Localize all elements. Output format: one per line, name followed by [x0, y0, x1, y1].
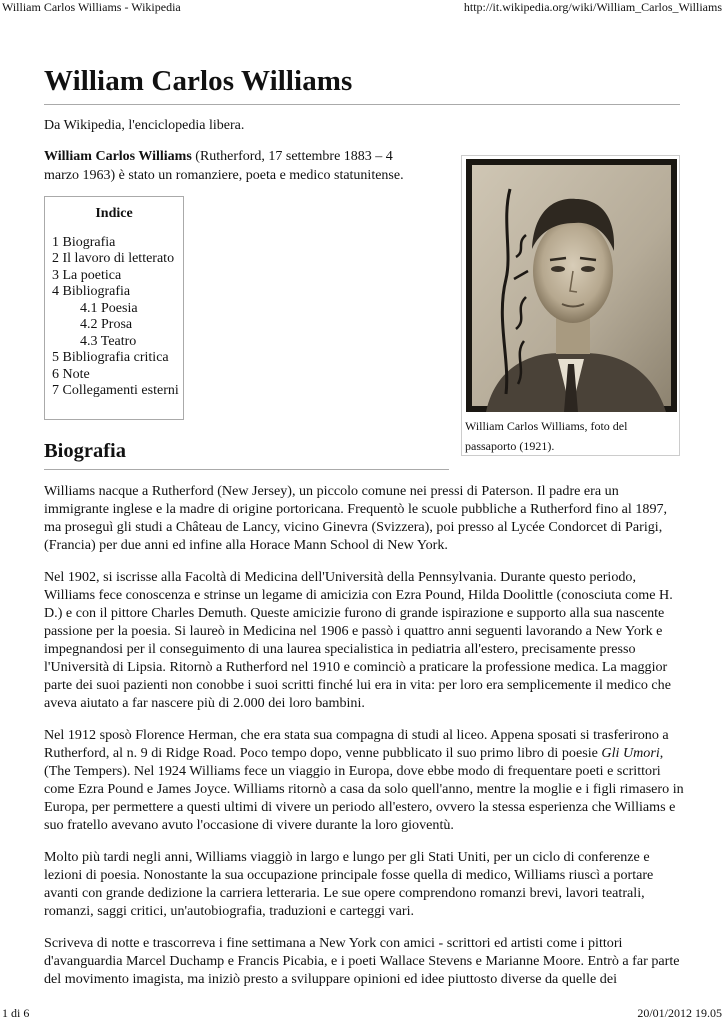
paragraph-3-text-a: Nel 1912 sposò Florence Herman, che era stata sua compagna di studi al liceo. Appena sposati si trasferirono a Rutherford, al n. 9 di Ridge Road. Poco tempo dopo, venne pubblicato il suo primo libro di poesie: [44, 727, 669, 761]
print-header-url[interactable]: http://it.wikipedia.org/wiki/William_Carlos_Williams: [463, 0, 722, 14]
paragraph-5: Scriveva di notte e trascorreva i fine settimana a New York con amici - scrittori ed artisti come i pittori d'avanguardia Marcel Duchamp e Francis Picabia, e i poeti Wallace Stevens e Marianne Moore. Entrò a far parte del movimento imagista, ma iniziò presto a sviluppare opinioni ed idee piuttosto diverse da quelle dei: [44, 935, 680, 987]
print-header: [0, 0, 724, 16]
paragraph-3: [44, 726, 686, 834]
toc-list: [45, 235, 183, 400]
paragraph-1: Williams nacque a Rutherford (New Jersey), un piccolo comune nei pressi di Paterson. Il padre era un immigrante inglese e la madre di origine portoricana. Frequentò le scuole pubbliche a Rutherford fino al 1897, ma proseguì gli studi a Château de Lancy, vicino Ginevra (Svizzera), poi presso al Lycée Condorcet di Parigi, (Francia) per due anni ed infine alla Horace Mann School di New York.: [44, 483, 668, 553]
print-footer: [0, 1006, 724, 1022]
image-thumbnail: [461, 155, 680, 456]
toc-item-bibliografia-critica[interactable]: 5 Bibliografia critica: [52, 350, 169, 365]
section-heading-biografia: Biografia: [44, 440, 126, 462]
intro-paragraph: [44, 147, 424, 185]
print-header-title: William Carlos Williams - Wikipedia: [2, 0, 181, 14]
section-divider: [44, 469, 449, 470]
title-divider: [44, 104, 680, 105]
paragraph-4: Molto più tardi negli anni, Williams viaggiò in largo e lungo per gli Stati Uniti, per un ciclo di conferenze e lezioni di poesia. Nonostante la sua occupazione principale fosse quella di medico, Williams riuscì a portare avanti con grande dedizione la carriera letteraria. Le sue opere comprendono romanzi brevi, lavori teatrali, romanzi, saggi critici, un'autobiografia, traduzioni e carteggi vari.: [44, 849, 654, 919]
intro-text: (Rutherford, 17 settembre 1883 – 4 marzo 1963) è stato un romanziere, poeta e medico statunitense.: [44, 149, 404, 183]
table-of-contents: [44, 196, 184, 420]
toc-item-prosa[interactable]: 4.2 Prosa: [80, 317, 133, 332]
toc-item-biografia[interactable]: 1 Biografia: [52, 234, 116, 250]
toc-title: Indice: [95, 206, 133, 221]
site-tagline: Da Wikipedia, l'enciclopedia libera.: [44, 118, 245, 133]
toc-item-la-poetica[interactable]: 3 La poetica: [52, 267, 122, 283]
passport-photo[interactable]: [466, 159, 677, 412]
page-title: William Carlos Williams: [44, 65, 353, 97]
article-body: [44, 482, 686, 1002]
toc-item-bibliografia[interactable]: 4 Bibliografia: [52, 284, 131, 299]
toc-item-note[interactable]: 6 Note: [52, 366, 90, 382]
toc-item-collegamenti-esterni[interactable]: 7 Collegamenti esterni: [52, 383, 179, 398]
paragraph-2: Nel 1902, si iscrisse alla Facoltà di Medicina dell'Università della Pennsylvania. Durante questo periodo, Williams fece conoscenza e strinse un legame di amicizia con Ezra Pound, Hilda Doolittle (conosciuta come H. D.) e con il pittore Charles Demuth. Queste amicizie furono di grande ispirazione e supporto alla sua nascente passione per la poesia. Si laureò in Medicina nel 1906 e passò i quattro anni seguenti lavorando a New York e impegnandosi per il conseguimento di una laurea specialistica in pediatria all'estero, precisamente presso l'Università di Lipsia. Ritornò a Rutherford nel 1910 e cominciò a praticare la professione medica. La maggior parte dei suoi pazienti non conobbe i suoi scritti finché lui era in vita: per loro era semplicemente il medico che aveva aiutato a far nascere più di 2.000 dei loro bambini.: [44, 569, 673, 711]
image-caption: William Carlos Williams, foto del passaporto (1921).: [465, 419, 628, 453]
page-counter: 1 di 6: [2, 1006, 30, 1020]
print-timestamp: 20/01/2012 19.05: [637, 1006, 722, 1020]
paragraph-3-text-b: , (The Tempers). Nel 1924 Williams fece un viaggio in Europa, dove ebbe modo di frequentare poeti e scrittori come Ezra Pound e James Joyce. Williams ritornò a casa da solo quell'anno, mentre la moglie e i figli rimasero in Europa, per permettere a questi ultimi di vivere un periodo all'estero, ovvero la stessa esperienza che Williams e suo fratello avevano avuto l'occasione di vivere durante la loro gioventù.: [44, 745, 684, 833]
toc-item-teatro[interactable]: 4.3 Teatro: [80, 333, 137, 349]
toc-item-poesia[interactable]: 4.1 Poesia: [80, 300, 138, 316]
book-title-gli-umori: Gli Umori: [601, 745, 660, 761]
intro-subject: William Carlos Williams: [44, 149, 192, 164]
toc-item-lavoro-di-letterato[interactable]: 2 Il lavoro di letterato: [52, 251, 175, 266]
